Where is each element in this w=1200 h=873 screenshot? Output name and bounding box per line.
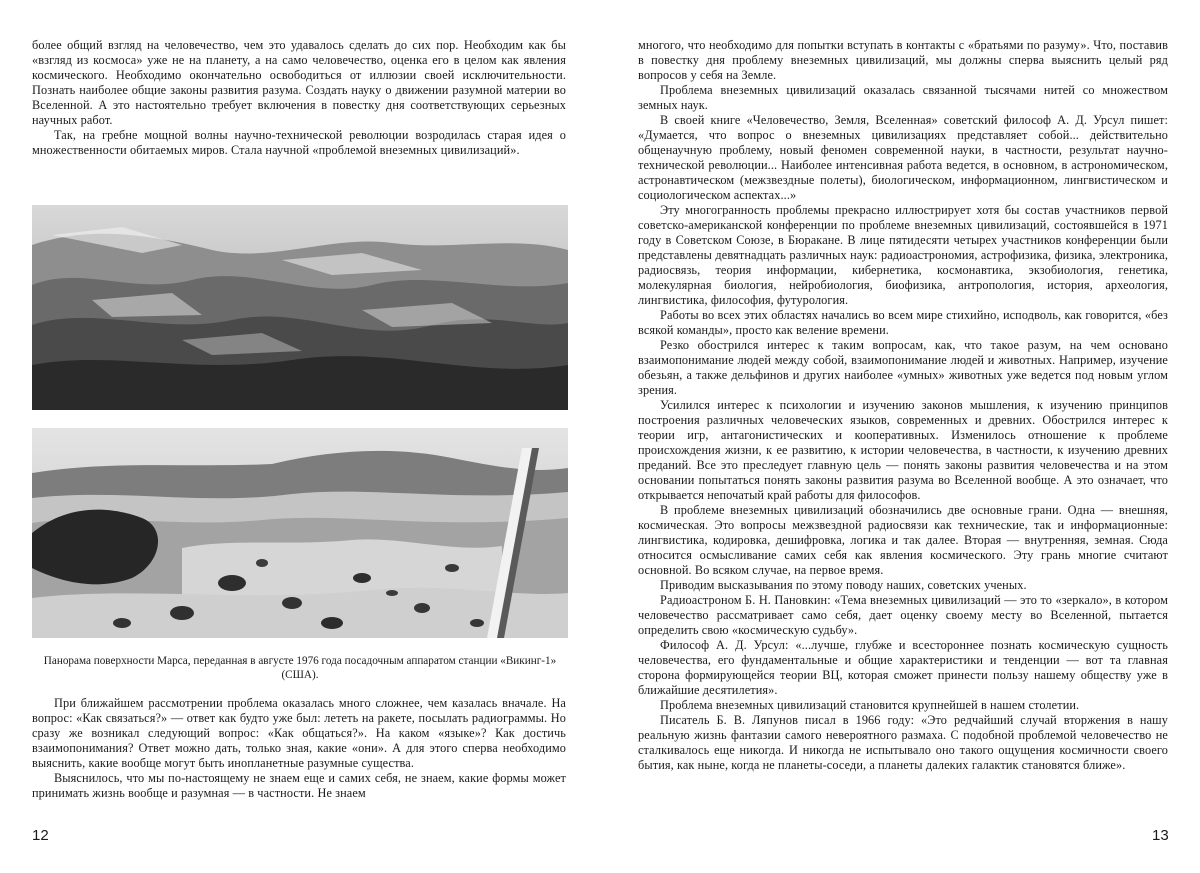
page-number-left: 12 (32, 827, 49, 844)
paragraph: В своей книге «Человечество, Земля, Вселенная» советский философ А. Д. Урсул пишет: «Думается, что вопрос о внеземных цивилизациях представляет собой... действительно общенаучную проблему, новый феномен современной науки, в частности, результат научно-технической революции... Наиболее интенсивная работа ведется, в основном, в астрономическом, астронавтическом (межзвездные полеты), биологическом, информационном, лингвистическом и социологическом аспектах...» (638, 113, 1168, 202)
left-top-text (32, 38, 566, 158)
paragraph: Радиоастроном Б. Н. Пановкин: «Тема внеземных цивилизаций — это то «зеркало», в котором человечество рассматривает само себя, дает оценку своему месту во Вселенной, пытается определить свою «космическую судьбу». (638, 593, 1168, 637)
photo-caption: Панорама поверхности Марса, переданная в августе 1976 года посадочным аппаратом станции «Викинг-1» (США). (43, 655, 557, 681)
paragraph: В проблеме внеземных цивилизаций обозначились две основные грани. Одна — внешняя, космическая. Это вопросы межзвездной радиосвязи как технические, так и информационные: лингвистика, кодировка, дешифровка, логика и так далее. Вторая — внутренняя, земная. Сюда относится осмысливание самих себя как явления космического. Эту грань многие считают основной. Во всяком случае, на первое время. (638, 503, 1168, 577)
paragraph: При ближайшем рассмотрении проблема оказалась много сложнее, чем казалась вначале. На вопрос: «Как связаться?» — ответ как будто уже был: лететь на ракете, посылать радиограммы. Но сразу же возникал следующий вопрос: «Как общаться?». На каком «языке»? Как достичь взаимопонимания? Ответ можно дать, только зная, какие «они». А для этого сперва необходимо выяснить, какие вообще могут быть инопланетные разумные существа. (32, 696, 566, 770)
paragraph: Работы во всех этих областях начались во всем мире стихийно, исподволь, как говорится, «без всякой команды», просто как веление времени. (638, 308, 1168, 337)
paragraph: Резко обострился интерес к таким вопросам, как, что такое разум, на чем основано взаимопонимание людей между собой, взаимопонимание людей и животных. Например, изучение обезьян, а также дельфинов и других наиболее «умных» животных уже ведется под новым углом зрения. (638, 338, 1168, 397)
paragraph: Так, на гребне мощной волны научно-технической революции возродилась старая идея о множественности обитаемых миров. Стала научной «проблемой внеземных цивилизаций». (32, 128, 566, 157)
mars-terrain-image (32, 205, 568, 410)
paragraph: более общий взгляд на человечество, чем это удавалось сделать до сих пор. Необходим как бы «взгляд из космоса» уже не на планету, а на само человечество, оценка его в целом как явления космического. Необходимо окончательно освободиться от иллюзии своей исключительности. Познать наиболее общие законы развития разума. Создать науку о движении разумной материи во Вселенной. А это настоятельно требует включения в повестку дня соответствующих серьезных научных работ. (32, 38, 566, 127)
right-page (600, 0, 1200, 873)
paragraph: Проблема внеземных цивилизаций становится крупнейшей в нашем столетии. (660, 698, 1080, 712)
mars-surface-image (32, 428, 568, 638)
paragraph: Выяснилось, что мы по-настоящему не знаем еще и самих себя, не знаем, какие формы может принимать жизнь вообще и разумная — в частности. Не знаем (32, 771, 566, 800)
right-text-column (638, 38, 1168, 773)
mars-panorama-photo-bottom (32, 428, 568, 638)
paragraph: Писатель Б. В. Ляпунов писал в 1966 году: «Это редчайший случай вторжения в нашу реальную жизнь фантазии самого невероятного размаха. С подобной проблемой человечество не сталкивалось еще никогда. И никогда не испытывало оно такого ощущения космичности своего бытия, как ныне, когда не планеты-соседи, а планеты далеких галактик становятся ближе». (638, 713, 1168, 772)
left-bottom-text (32, 696, 566, 801)
paragraph: Усилился интерес к психологии и изучению законов мышления, к изучению принципов построения различных человеческих языков, современных и древних. Обострился интерес к теории игр, антагонистических и кооперативных. Изменилось отношение к проблеме происхождения жизни, к ее развитию, к истории человечества, в частности, к изучению древних преданий. Все это преследует главную цель — понять законы развития человечества и на этом основании попытаться понять законы развития разума во Вселенной вообще. А это означает, что открывается непочатый край работы для философов. (638, 398, 1168, 502)
mars-panorama-photo-top (32, 205, 568, 410)
paragraph: Эту многогранность проблемы прекрасно иллюстрирует хотя бы состав участников первой советско-американской конференции по проблеме внеземных цивилизаций, состоявшейся в 1971 году в Советском Союзе, в Бюракане. В лице пятидесяти четырех участников конференции были представлены девятнадцать различных наук: радиоастрономия, астрофизика, физика, электроника, радиосвязь, теория информации, кибернетика, космонавтика, экзобиология, генетика, молекулярная биология, нейробиология, биофизика, антропология, история, археология, лингвистика, философия, футурология. (638, 203, 1168, 307)
paragraph: Философ А. Д. Урсул: «...лучше, глубже и всестороннее познать космическую сущность человечества, его фундаментальные и общие характеристики и тенденции — вот та главная сторона формирующейся теории ВЦ, которая сможет принести пользу нашему обществу уже в ближайшие десятилетия». (638, 638, 1168, 697)
paragraph: многого, что необходимо для попытки вступать в контакты с «братьями по разуму». Что, поставив в повестку дня проблему внеземных цивилизаций, мы должны сперва выяснить целый ряд вопросов у себя на Земле. (638, 38, 1168, 82)
paragraph: Приводим высказывания по этому поводу наших, советских ученых. (660, 578, 1027, 592)
paragraph: Проблема внеземных цивилизаций оказалась связанной тысячами нитей со множеством земных наук. (638, 83, 1168, 112)
page-number-right: 13 (1152, 827, 1169, 844)
